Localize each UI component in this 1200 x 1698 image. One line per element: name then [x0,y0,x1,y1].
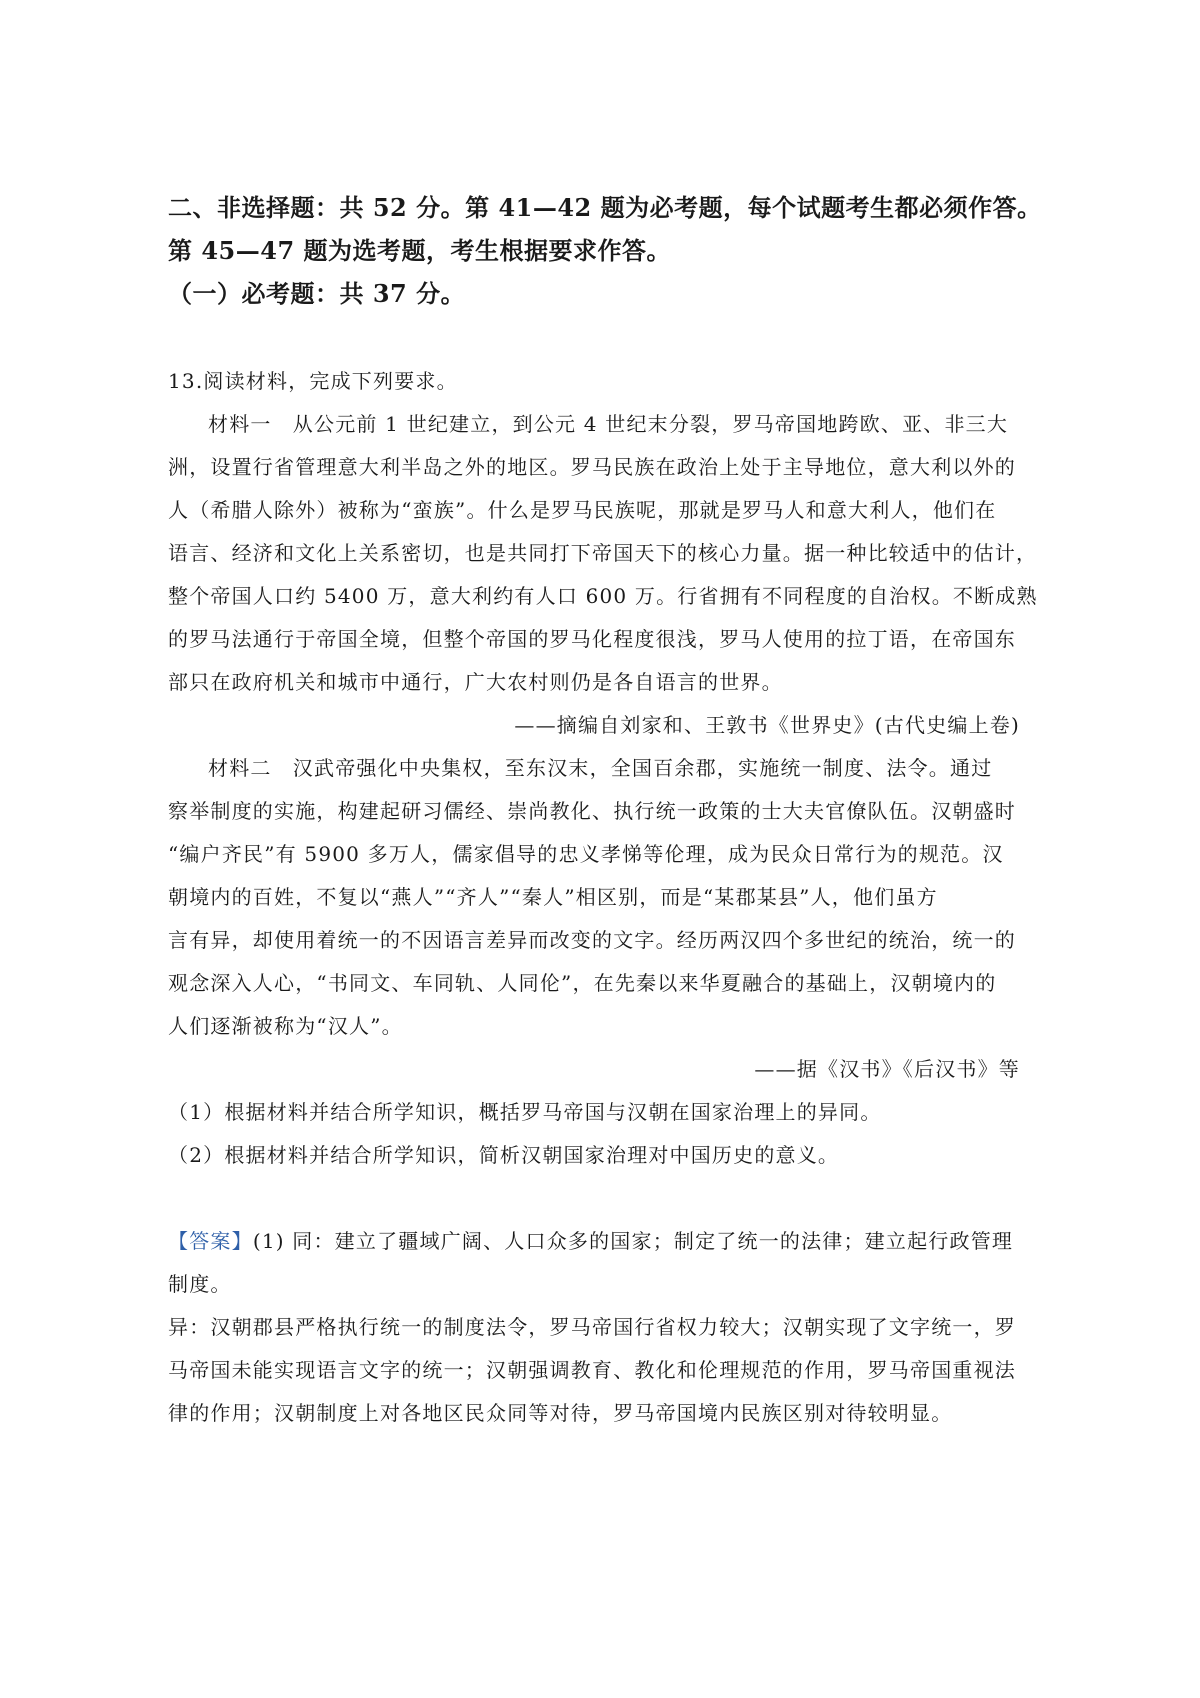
answer-line-5: 律的作用；汉朝制度上对各地区民众同等对待，罗马帝国境内民族区别对待较明显。 [168,1401,953,1425]
section-header-line-2: 第 45—47 题为选考题，考生根据要求作答。 [168,236,672,265]
material1-source: ——摘编自刘家和、王敦书《世界史》(古代史编上卷) [514,713,1020,737]
material2-source: ——据《汉书》《后汉书》等 [754,1057,1020,1081]
answer-line-1 [168,1225,1013,1254]
material1-line: 材料一 从公元前 1 世纪建立，到公元 4 世纪末分裂，罗马帝国地跨欧、亚、非三大 [208,412,1009,436]
question-heading: 13.阅读材料，完成下列要求。 [168,369,458,393]
answer-line-4: 马帝国未能实现语言文字的统一；汉朝强调教育、教化和伦理规范的作用，罗马帝国重视法 [168,1358,1016,1382]
material2-line: 察举制度的实施，构建起研习儒经、崇尚教化、执行统一政策的士大夫官僚队伍。汉朝盛时 [168,799,1016,823]
material2-line: 人们逐渐被称为“汉人”。 [168,1014,403,1038]
material1-line: 整个帝国人口约 5400 万，意大利约有人口 600 万。行省拥有不同程度的自治权。不断成熟 [168,584,1038,608]
material1-line: 的罗马法通行于帝国全境，但整个帝国的罗马化程度很浅，罗马人使用的拉丁语，在帝国东 [168,627,1016,651]
material2-line: “编户齐民”有 5900 多万人，儒家倡导的忠义孝悌等伦理，成为民众日常行为的规范。汉 [168,842,1004,866]
answer-tag: 【答案】 [168,1229,253,1253]
material1-line: 人（希腊人除外）被称为“蛮族”。什么是罗马民族呢，那就是罗马人和意大利人，他们在 [168,498,997,522]
answer-line-3: 异：汉朝郡县严格执行统一的制度法令，罗马帝国行省权力较大；汉朝实现了文字统一，罗 [168,1315,1016,1339]
sub-question-1: （1）根据材料并结合所学知识，概括罗马帝国与汉朝在国家治理上的异同。 [168,1100,882,1124]
section-header-line-1: 二、非选择题：共 52 分。第 41—42 题为必考题，每个试题考生都必须作答。 [168,193,1042,222]
material1-line: 部只在政府机关和城市中通行，广大农村则仍是各自语言的世界。 [168,670,783,694]
section-subheader: （一）必考题：共 37 分。 [168,279,466,308]
sub-question-2: （2）根据材料并结合所学知识，简析汉朝国家治理对中国历史的意义。 [168,1143,840,1167]
material2-line: 观念深入人心，“书同文、车同轨、人同伦”，在先秦以来华夏融合的基础上，汉朝境内的 [168,971,997,995]
material1-line: 语言、经济和文化上关系密切，也是共同打下帝国天下的核心力量。据一种比较适中的估计， [168,541,1038,565]
material2-line: 材料二 汉武帝强化中央集权，至东汉末，全国百余郡，实施统一制度、法令。通过 [208,756,993,780]
answer-line-2: 制度。 [168,1272,232,1296]
material2-line: 言有异，却使用着统一的不因语言差异而改变的文字。经历两汉四个多世纪的统治，统一的 [168,928,1016,952]
material1-line: 洲，设置行省管理意大利半岛之外的地区。罗马民族在政治上处于主导地位，意大利以外的 [168,455,1016,479]
material2-line: 朝境内的百姓，不复以“燕人”“齐人”“秦人”相区别，而是“某郡某县”人，他们虽方 [168,885,938,909]
answer-text: (1) 同：建立了疆域广阔、人口众多的国家；制定了统一的法律；建立起行政管理 [252,1229,1014,1253]
